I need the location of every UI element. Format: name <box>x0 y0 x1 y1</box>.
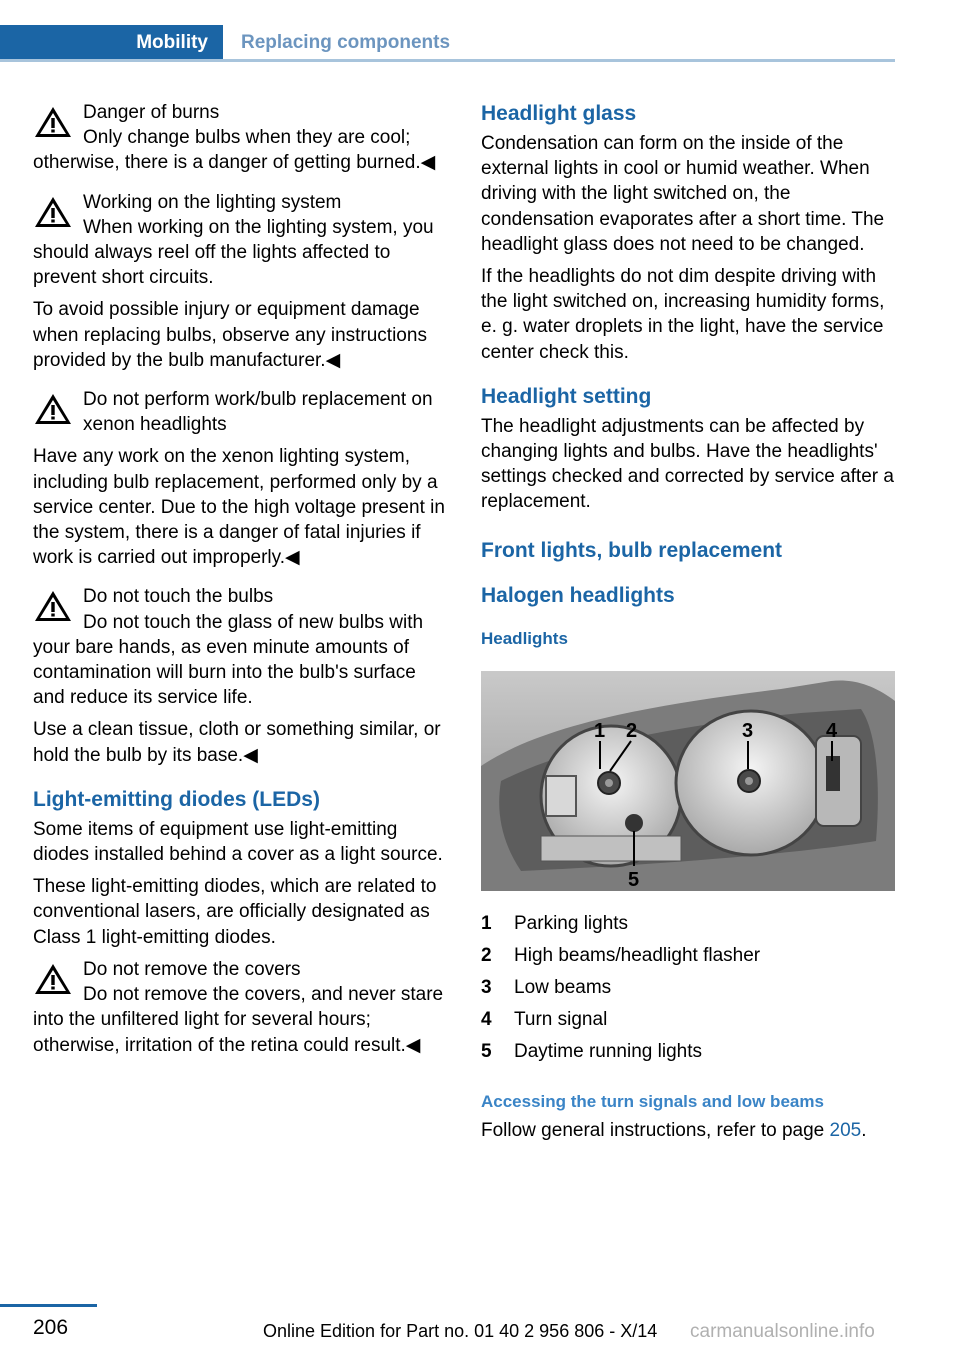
header-rule <box>0 59 895 62</box>
edition-note: Online Edition for Part no. 01 40 2 956 806 - X/14 <box>263 1321 658 1341</box>
legend-label: Parking lights <box>514 913 629 935</box>
warning-burns <box>33 100 448 176</box>
warning-body: Do not remove the covers, and never stare into the unfiltered light for several hours; otherwise, irritation of the retina could result.◀ <box>33 984 444 1056</box>
warning-title: Working on the lighting system <box>83 191 342 213</box>
figure-legend <box>481 908 895 1068</box>
reference-end: . <box>861 1119 867 1141</box>
legend-number: 2 <box>481 945 492 967</box>
warning-title: Do not touch the bulbs <box>83 586 274 608</box>
section-heading-front-lights: Front lights, bulb replacement <box>481 538 783 562</box>
page-number: 206 <box>33 1316 69 1339</box>
legend-label: Daytime running lights <box>514 1041 702 1063</box>
warning-triangle-icon <box>33 391 73 427</box>
watermark: carmanualsonline.info <box>690 1321 875 1342</box>
section-heading-halogen: Halogen headlights <box>481 583 675 607</box>
section-tab[interactable]: Mobility <box>0 25 223 61</box>
page-reference-link[interactable]: 205 <box>829 1119 862 1141</box>
paragraph: Condensation can form on the inside of the external lights in cool or humid weather. When driving with the light switched on, the condensation evaporates after a short time. The headlight glass does not need to be changed. <box>481 133 885 255</box>
paragraph: If the headlights do not dim despite driving with the light switched on, increasing humidity forms, e. g. water droplets in the light, have the service center check this. <box>481 266 885 363</box>
legend-label: Turn signal <box>514 1009 608 1031</box>
warning-title: Do not remove the covers <box>83 958 301 980</box>
page-header <box>0 25 895 61</box>
subsection-tab[interactable]: Replacing components <box>241 32 451 53</box>
section-heading-setting: Headlight setting <box>481 384 652 408</box>
warning-bulbs <box>33 584 448 710</box>
warning-covers <box>33 957 448 1058</box>
paragraph <box>481 1118 895 1143</box>
paragraph: These light-emitting diodes, which are related to conventional lasers, are officially designated as Class 1 light-emitting diodes. <box>33 876 437 948</box>
callout-label-4: 4 <box>826 719 838 742</box>
warning-body: When working on the lighting system, you should always reel off the lights affected to prevent short circuits. <box>33 216 434 289</box>
warning-title: Do not perform work/bulb replacement on xenon headlights <box>83 389 433 436</box>
warning-triangle-icon <box>33 588 73 624</box>
legend-label: High beams/headlight flasher <box>514 945 761 967</box>
headlight-illustration <box>481 671 895 891</box>
legend-item <box>481 1036 895 1068</box>
warning-triangle-icon <box>33 194 73 230</box>
callout-label-1: 1 <box>594 719 606 742</box>
warning-lighting-system <box>33 190 448 291</box>
legend-item <box>481 1004 895 1036</box>
right-column <box>481 100 895 1150</box>
reference-text: Follow general instructions, refer to page <box>481 1119 830 1141</box>
callout-label-2: 2 <box>626 719 638 742</box>
paragraph: The headlight adjustments can be affected by changing lights and bulbs. Have the headlights' settings checked and corrected by service after a replacement. <box>481 415 894 513</box>
left-column <box>33 100 448 1065</box>
warning-xenon <box>33 387 448 437</box>
paragraph: Some items of equipment use light-emitting diodes installed behind a cover as a light source. <box>33 818 443 866</box>
warning-body: Only change bulbs when they are cool; otherwise, there is a danger of getting burned.◀ <box>33 127 436 174</box>
paragraph: Have any work on the xenon lighting system, including bulb replacement, performed only by a service center. Due to the high voltage present in the system, there is a danger of fatal injuries if work is carried out improperly.◀ <box>33 446 445 569</box>
legend-number: 5 <box>481 1041 492 1063</box>
callout-label-5: 5 <box>628 868 640 891</box>
section-heading-leds: Light-emitting diodes (LEDs) <box>33 787 320 811</box>
warning-triangle-icon <box>33 104 73 140</box>
callout-label-3: 3 <box>742 719 754 742</box>
legend-item <box>481 972 895 1004</box>
warning-body: Do not touch the glass of new bulbs with your bare hands, as even minute amounts of contamination will burn into the bulb's surface and reduce its service life. <box>33 611 424 709</box>
section-heading-glass: Headlight glass <box>481 102 637 125</box>
paragraph: Use a clean tissue, cloth or something similar, or hold the bulb by its base.◀ <box>33 719 441 766</box>
subheading-accessing: Accessing the turn signals and low beams <box>481 1091 824 1111</box>
footer-rule <box>0 1304 97 1307</box>
legend-number: 1 <box>481 913 492 935</box>
section-heading-headlights: Headlights <box>481 628 568 648</box>
warning-title: Danger of burns <box>83 102 220 123</box>
legend-item <box>481 908 895 940</box>
warning-triangle-icon <box>33 961 73 997</box>
legend-number: 3 <box>481 977 492 999</box>
legend-number: 4 <box>481 1009 492 1031</box>
legend-label: Low beams <box>514 977 612 999</box>
legend-item <box>481 940 895 972</box>
paragraph: To avoid possible injury or equipment damage when replacing bulbs, observe any instructions provided by the bulb manufacturer.◀ <box>33 299 427 371</box>
